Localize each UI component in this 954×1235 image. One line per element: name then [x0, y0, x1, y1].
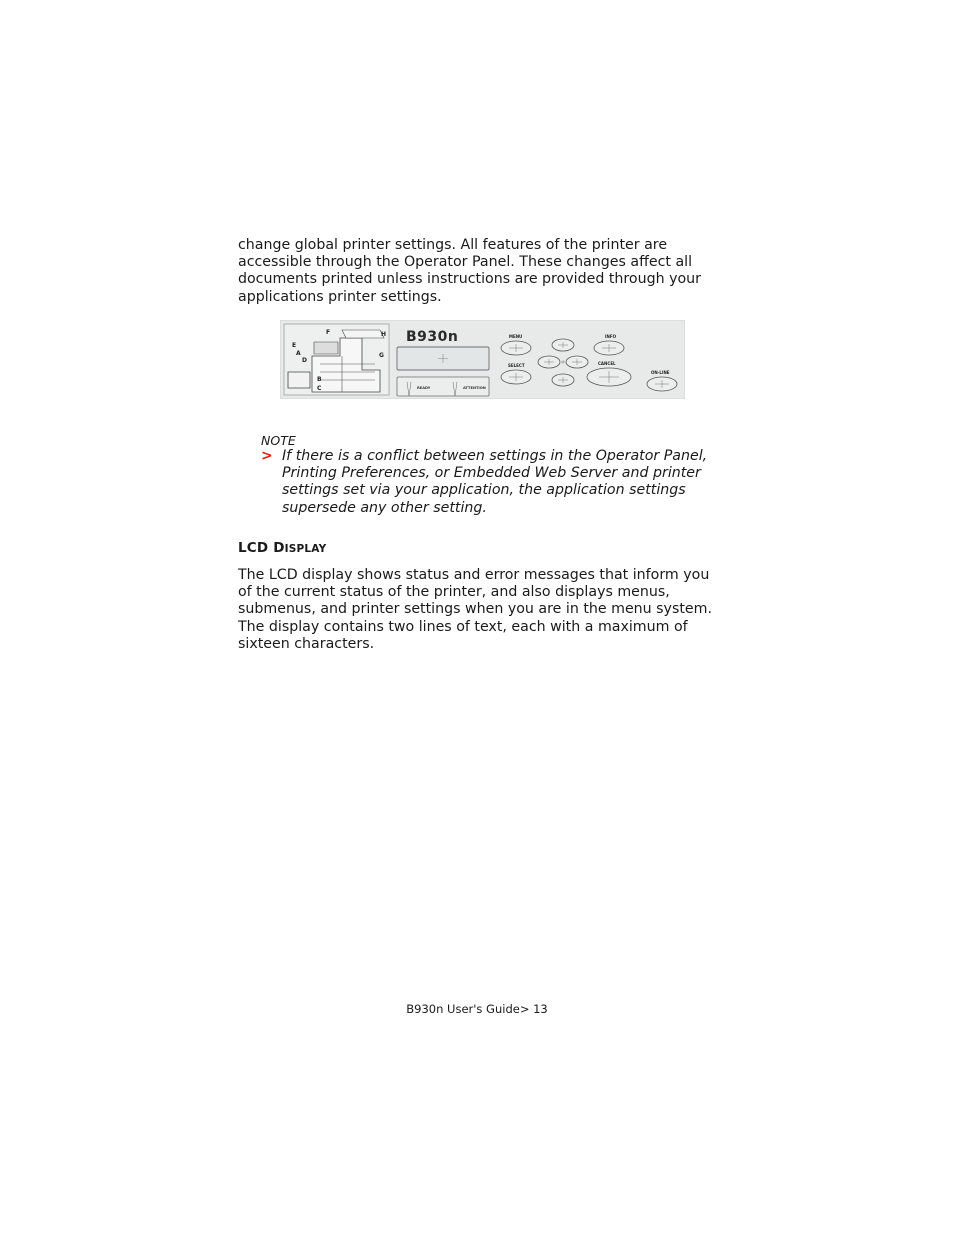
callout-c: C: [317, 385, 322, 392]
callout-d: D: [302, 357, 307, 364]
note-label: NOTE: [261, 433, 296, 448]
callout-h: H: [381, 331, 387, 338]
indicator-bar: [397, 377, 489, 396]
heading-caps: LCD D: [238, 540, 285, 556]
note-text: If there is a conflict between settings in the Operator Panel, Printing Preferences, or Embedded Web Server and printer settings set via your application, the application settings supersede any other setting.: [282, 448, 708, 516]
model-label: B930n: [406, 329, 459, 345]
printer-illustration: [284, 324, 389, 395]
ready-label: READY: [417, 386, 431, 390]
note-bullet: >: [261, 448, 273, 464]
svg-text:CANCEL: CANCEL: [598, 361, 616, 366]
page-footer: B930n User's Guide> 13: [406, 1002, 548, 1016]
section-paragraph: The LCD display shows status and error messages that inform you of the current status of the printer, and also displays menus, submenus, and printer settings when you are in the menu system. The display contains two lines of text, each with a maximum of sixteen characters.: [238, 567, 712, 652]
callout-g: G: [379, 352, 384, 359]
callout-e: E: [292, 342, 297, 349]
attention-label: ATTENTION: [463, 386, 486, 390]
svg-text:INFO: INFO: [605, 334, 616, 339]
callout-f: F: [326, 329, 331, 336]
heading-small-caps: ISPLAY: [284, 543, 327, 555]
svg-text:ON-LINE: ON-LINE: [651, 370, 670, 375]
body-paragraph: change global printer settings. All features of the printer are accessible through the Operator Panel. These changes affect all documents printed unless instructions are provided through your applications printer settings.: [238, 237, 702, 305]
section-heading: [238, 540, 326, 556]
svg-text:SELECT: SELECT: [508, 363, 525, 368]
svg-text:MENU: MENU: [509, 334, 523, 339]
lcd-display-graphic: [397, 347, 489, 370]
operator-panel-figure: [280, 320, 685, 399]
callout-a: A: [296, 350, 301, 357]
callout-b: B: [317, 376, 322, 383]
